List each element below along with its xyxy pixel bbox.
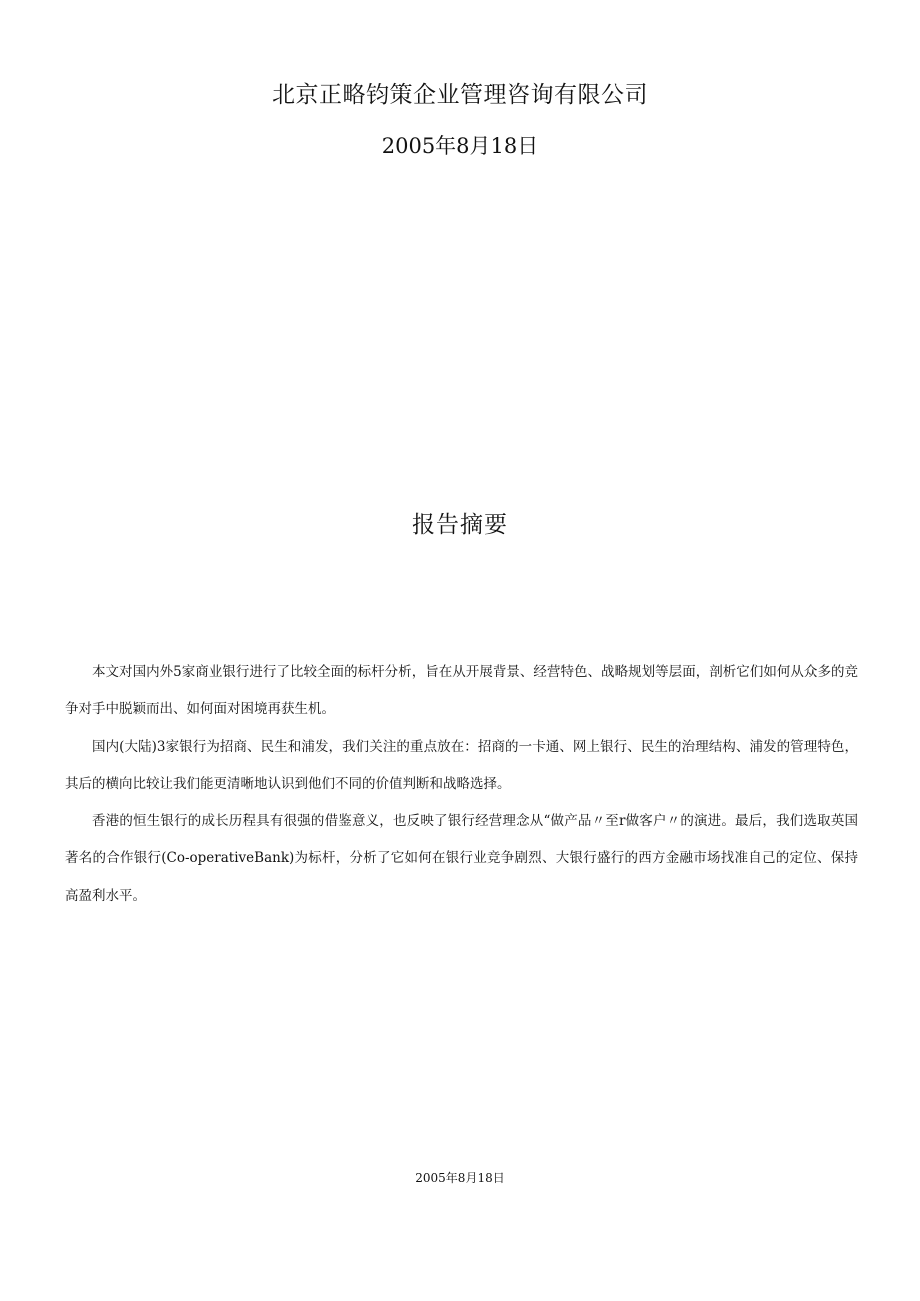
summary-paragraph: 香港的恒生银行的成长历程具有很强的借鉴意义，也反映了银行经营理念从“做产品〃至r做客户〃的演进。最后，我们选取英国著名的合作银行(Co-operativeBank)为标杆，分析了它如何在银行业竞争剧烈、大银行盛行的西方金融市场找准自己的定位、保持高盈利水平。 bbox=[65, 813, 858, 904]
summary-paragraph: 本文对国内外5家商业银行进行了比较全面的标杆分析，旨在从开展背景、经营特色、战略规划等层面，剖析它们如何从众多的竞争对手中脱颖而出、如何面对困境再获生机。 bbox=[65, 664, 858, 718]
company-name: 北京正略钧策企业管理咨询有限公司 bbox=[272, 82, 648, 108]
summary-body bbox=[65, 654, 858, 915]
summary-title: 报告摘要 bbox=[412, 512, 508, 538]
cover-date: 2005年8月18日 bbox=[381, 134, 539, 158]
footer-date: 2005年8月18日 bbox=[415, 1171, 505, 1185]
summary-paragraph: 国内(大陆)3家银行为招商、民生和浦发，我们关注的重点放在：招商的一卡通、网上银行、民生的治理结构、浦发的管理特色，其后的横向比较让我们能更清晰地认识到他们不同的价值判断和战略选择。 bbox=[65, 738, 858, 792]
